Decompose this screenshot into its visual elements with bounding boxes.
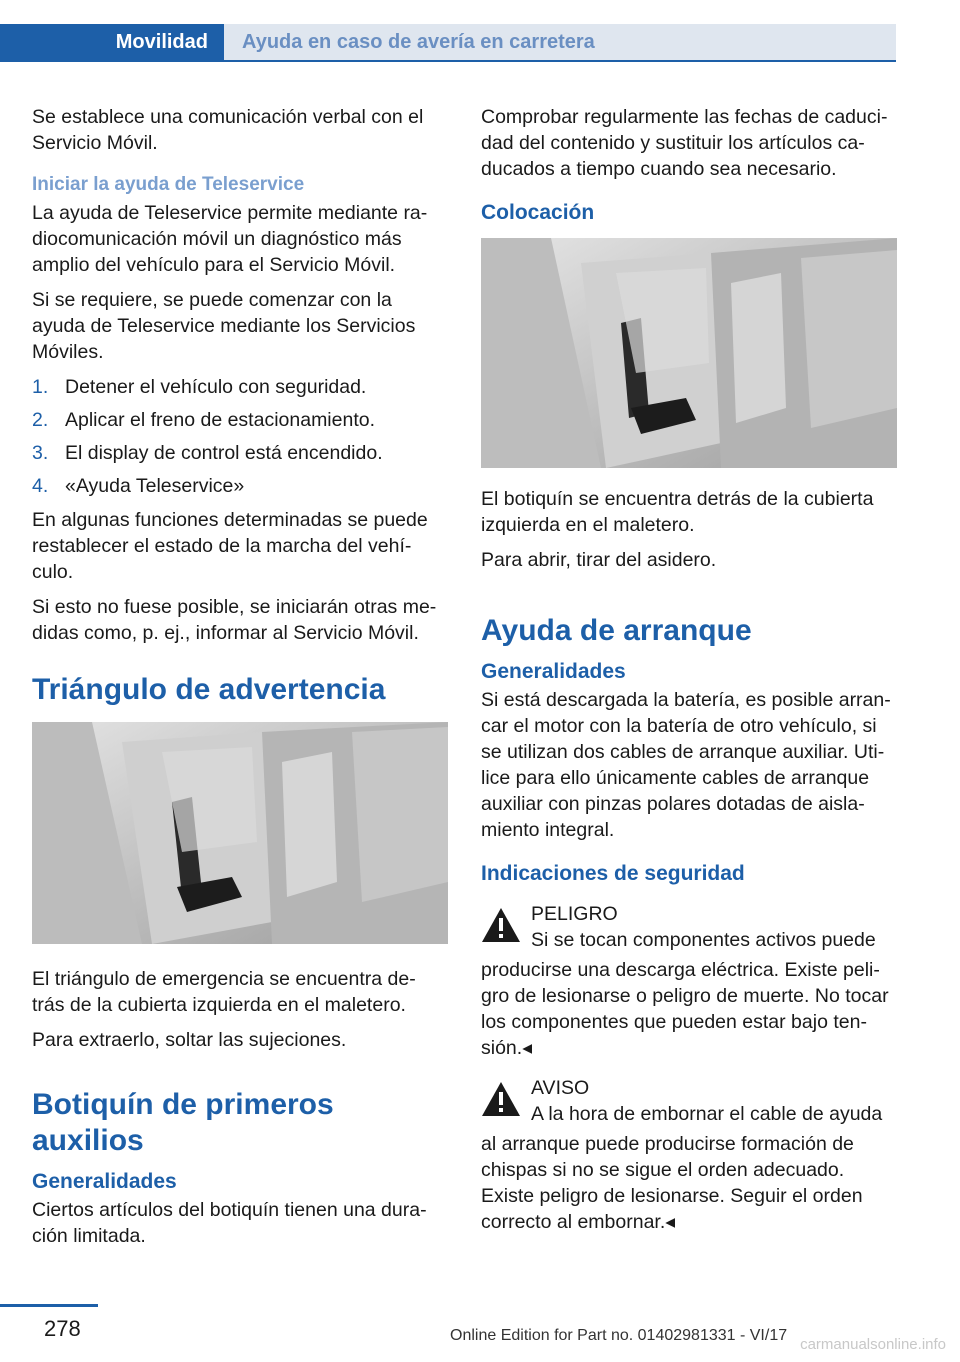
caution-label: AVISO	[531, 1077, 590, 1099]
step-number: 4.	[32, 475, 49, 497]
paragraph: El botiquín se encuentra detrás de la cubierta izquierda en el maletero.	[481, 488, 874, 536]
jump-start-title: Ayuda de arranque	[481, 614, 752, 647]
step-text: El display de control está encendido.	[65, 442, 383, 464]
page-header	[0, 24, 896, 62]
right-column	[481, 104, 897, 1244]
paragraph: Para abrir, tirar del asidero.	[481, 549, 717, 571]
chapter-tab	[0, 24, 224, 60]
list-item	[32, 473, 448, 499]
paragraph: Si esto no fuese posible, se iniciarán otras me‐didas como, p. ej., informar al Servicio Móvil.	[32, 596, 437, 644]
warning-triangle-title: Triángulo de advertencia	[32, 673, 386, 706]
watermark: carmanualsonline.info	[800, 1336, 946, 1353]
list-item	[32, 407, 448, 433]
paragraph: Se establece una comunicación verbal con el Servicio Móvil.	[32, 106, 424, 154]
paragraph: al arranque puede producirse formación de chispas si no se sigue el orden adecuado. Existe peligro de lesionarse. Seguir el orden correcto al embornar.◂	[481, 1133, 863, 1233]
step-number: 2.	[32, 409, 49, 431]
paragraph: El triángulo de emergencia se encuentra de‐trás de la cubierta izquierda en el maletero.	[32, 968, 416, 1016]
first-aid-title: Botiquín de primeros auxilios	[32, 1088, 334, 1157]
warning-triangle-icon	[481, 907, 521, 943]
trunk-photo	[32, 722, 448, 944]
paragraph: Comprobar regularmente las fechas de caduci‐dad del contenido y sustituir los artículos ca‐ducados a tiempo cuando sea necesario.	[481, 106, 888, 180]
paragraph: producirse una descarga eléctrica. Existe peli‐gro de lesionarse o peligro de muerte. No tocar los componentes que pueden estar bajo ten‐sión.◂	[481, 959, 889, 1059]
step-number: 1.	[32, 376, 49, 398]
list-item	[32, 440, 448, 466]
edition-note: Online Edition for Part no. 01402981331 - VI/17	[450, 1327, 788, 1344]
teleservice-heading: Iniciar la ayuda de Teleservice	[32, 174, 305, 195]
footer-divider	[0, 1304, 98, 1307]
chapter-label: Movilidad	[115, 31, 208, 53]
left-column	[32, 104, 448, 1258]
paragraph: La ayuda de Teleservice permite mediante ra‐diocomunicación móvil un diagnóstico más amplio del vehículo para el Servicio Móvil.	[32, 202, 428, 276]
first-aid-photo	[481, 238, 897, 468]
danger-lead: Si se tocan componentes activos puede	[531, 929, 876, 951]
caution-lead: A la hora de embornar el cable de ayuda	[531, 1103, 883, 1125]
danger-notice	[481, 901, 897, 953]
danger-label: PELIGRO	[531, 903, 618, 925]
paragraph: En algunas funciones determinadas se puede restablecer el estado de la marcha del vehí‐culo.	[32, 509, 428, 583]
paragraph: Si está descargada la batería, es posible arran‐car el motor con la batería de otro vehículo, si se utilizan dos cables de arranque auxiliar. Uti‐lice para ello únicamente cables de arranque auxiliar con pinzas polares dotadas de aisla‐miento integral.	[481, 689, 891, 841]
placement-heading: Colocación	[481, 201, 595, 224]
paragraph: Para extraerlo, soltar las sujeciones.	[32, 1029, 347, 1051]
steps-list	[32, 374, 448, 499]
step-text: Aplicar el freno de estacionamiento.	[65, 409, 376, 431]
section-tab	[224, 24, 896, 60]
header-divider	[0, 60, 896, 62]
first-aid-subheading: Generalidades	[32, 1170, 177, 1193]
page-number: 278	[44, 1316, 81, 1341]
safety-heading: Indicaciones de seguridad	[481, 862, 745, 885]
caution-notice	[481, 1075, 897, 1127]
warning-triangle-icon	[481, 1081, 521, 1117]
paragraph: Si se requiere, se puede comenzar con la ayuda de Teleservice mediante los Servicios Móviles.	[32, 289, 416, 363]
step-text: Detener el vehículo con seguridad.	[65, 376, 367, 398]
paragraph: Ciertos artículos del botiquín tienen una dura‐ción limitada.	[32, 1199, 427, 1247]
list-item	[32, 374, 448, 400]
section-label: Ayuda en caso de avería en carretera	[242, 31, 595, 53]
step-text: «Ayuda Teleservice»	[65, 475, 245, 497]
step-number: 3.	[32, 442, 49, 464]
jump-start-subheading: Generalidades	[481, 660, 626, 683]
